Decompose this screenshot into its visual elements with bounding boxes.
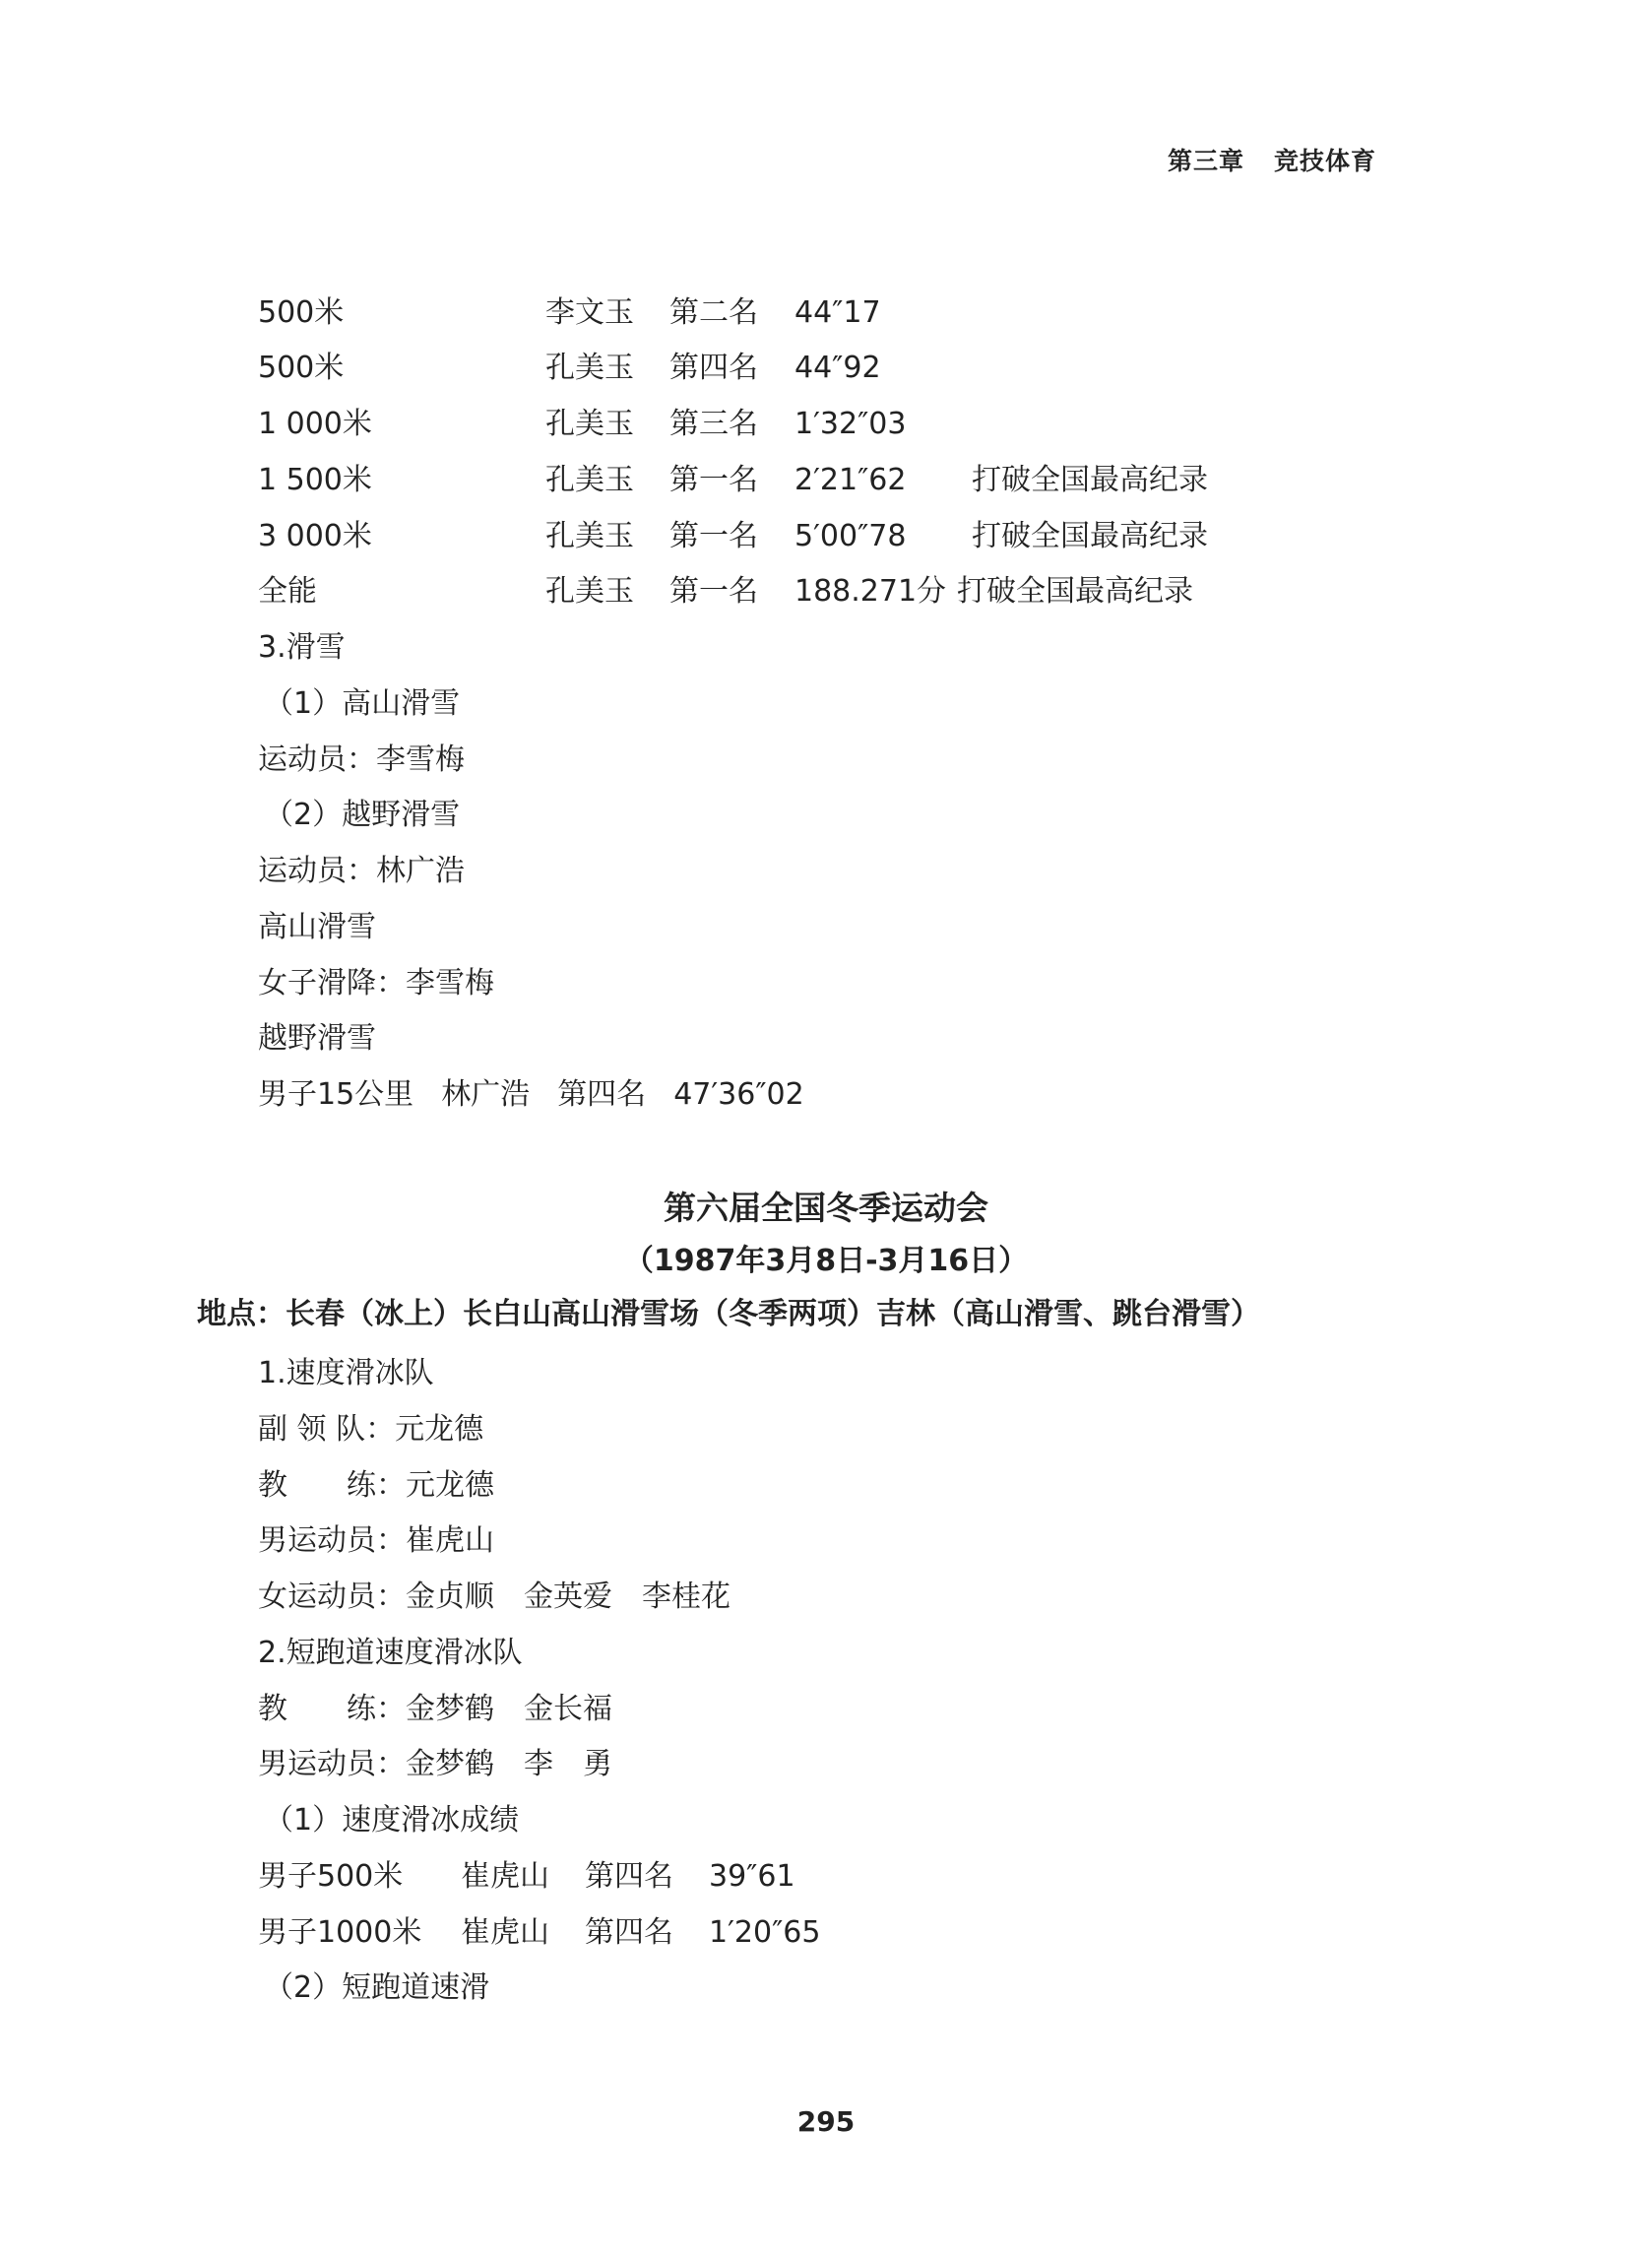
record-event: 全能 <box>258 574 317 609</box>
record-place: 第四名 <box>585 1859 673 1894</box>
section-label: 竞技体育 <box>1273 147 1376 175</box>
record-event: 500米 <box>258 351 345 385</box>
games-title: 第六届全国冬季运动会 <box>664 1189 988 1227</box>
text-line: 男运动员：崔虎山 <box>258 1523 494 1558</box>
record-athlete: 孔美玉 <box>545 351 634 385</box>
record-athlete: 孔美玉 <box>545 407 634 441</box>
section-heading: 1.速度滑冰队 <box>258 1356 434 1390</box>
text-line: 高山滑雪 <box>258 910 376 944</box>
record-place: 第三名 <box>669 407 758 441</box>
subsection-heading: （1）高山滑雪 <box>264 686 461 721</box>
record-place: 第一名 <box>669 574 758 609</box>
record-place: 第四名 <box>585 1915 673 1950</box>
record-place: 第一名 <box>669 519 758 553</box>
text-line: 运动员：林广浩 <box>258 854 465 888</box>
text-line: 教 练：金梦鹤 金长福 <box>258 1692 612 1726</box>
record-place: 第四名 <box>669 351 758 385</box>
record-row <box>258 1915 821 1950</box>
subsection-heading: （1）速度滑冰成绩 <box>264 1803 520 1838</box>
record-event: 男子1000米 <box>258 1915 422 1950</box>
record-event: 1 500米 <box>258 463 372 497</box>
record-event: 1 000米 <box>258 407 372 441</box>
record-time: 44″92 <box>794 351 881 385</box>
record-athlete: 崔虎山 <box>461 1859 549 1894</box>
text-line: 男运动员：金梦鹤 李 勇 <box>258 1747 612 1781</box>
record-time: 2′21″62 <box>794 463 907 497</box>
record-time: 5′00″78 <box>794 519 907 553</box>
record-place: 第四名 <box>557 1077 647 1112</box>
record-time: 39″61 <box>709 1859 795 1894</box>
record-time: 188.271分 <box>794 574 947 609</box>
games-dates: （1987年3月8日-3月16日） <box>623 1244 1029 1278</box>
record-note: 打破全国最高纪录 <box>957 574 1193 609</box>
text-line: 女子滑降：李雪梅 <box>258 966 494 1000</box>
record-note: 打破全国最高纪录 <box>972 519 1208 553</box>
record-athlete: 李文玉 <box>545 295 634 330</box>
text-line: 越野滑雪 <box>258 1021 376 1056</box>
section-heading: 3.滑雪 <box>258 630 346 665</box>
page-number: 295 <box>796 2105 856 2138</box>
section-heading: 2.短跑道速度滑冰队 <box>258 1636 523 1670</box>
text-line: 副 领 队：元龙德 <box>258 1412 484 1447</box>
record-event: 3 000米 <box>258 519 372 553</box>
record-row <box>258 1077 804 1112</box>
record-event: 男子500米 <box>258 1859 404 1894</box>
subsection-heading: （2）短跑道速滑 <box>264 1970 490 2005</box>
record-time: 1′20″65 <box>709 1915 821 1950</box>
record-time: 44″17 <box>794 295 881 330</box>
games-location: 地点：长春（冰上）长白山高山滑雪场（冬季两项）吉林（高山滑雪、跳台滑雪） <box>197 1297 1260 1331</box>
text-line: 女运动员：金贞顺 金英爱 李桂花 <box>258 1580 731 1614</box>
record-note: 打破全国最高纪录 <box>972 463 1208 497</box>
record-row <box>258 1859 795 1894</box>
chapter-label: 第三章 <box>1167 147 1244 175</box>
record-athlete: 孔美玉 <box>545 519 634 553</box>
record-athlete: 孔美玉 <box>545 574 634 609</box>
record-event: 500米 <box>258 295 345 330</box>
record-place: 第二名 <box>669 295 758 330</box>
record-time: 47′36″02 <box>673 1077 804 1112</box>
record-athlete: 孔美玉 <box>545 463 634 497</box>
record-event: 男子15公里 <box>258 1077 414 1112</box>
record-time: 1′32″03 <box>794 407 907 441</box>
text-line: 教 练：元龙德 <box>258 1468 494 1503</box>
record-athlete: 崔虎山 <box>461 1915 549 1950</box>
record-athlete: 林广浩 <box>441 1077 531 1112</box>
record-place: 第一名 <box>669 463 758 497</box>
subsection-heading: （2）越野滑雪 <box>264 798 461 832</box>
running-header <box>1168 142 1376 177</box>
text-line: 运动员：李雪梅 <box>258 742 465 777</box>
